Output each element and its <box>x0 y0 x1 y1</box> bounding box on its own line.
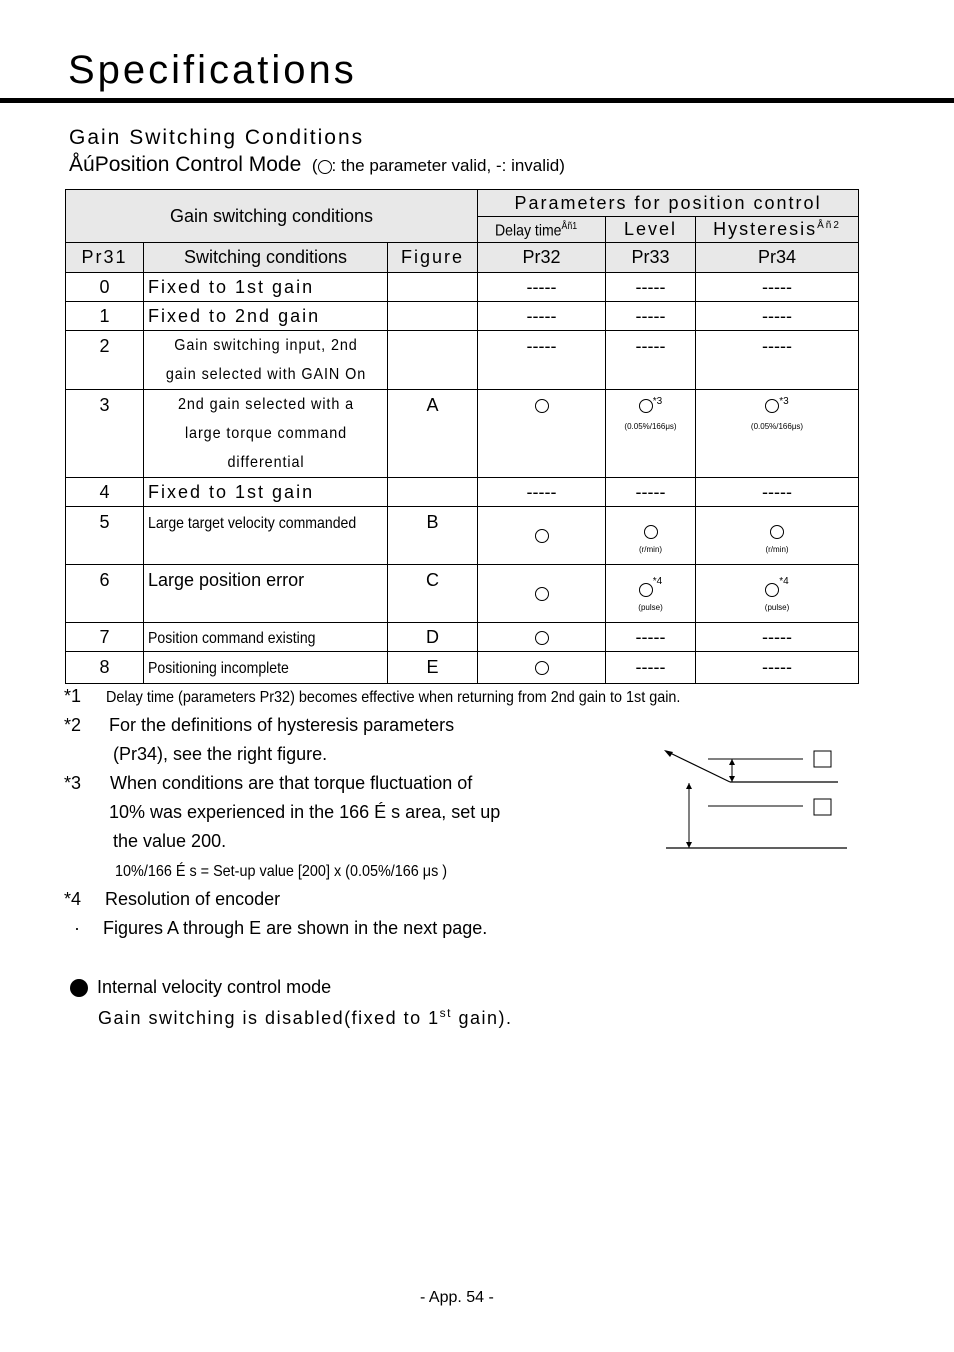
valid-circle-icon <box>318 160 332 174</box>
pr31-value: 8 <box>66 652 144 684</box>
table-row <box>66 390 859 478</box>
pr34-value: ----- <box>696 302 859 331</box>
group-right-header: Parameters for position control <box>478 190 859 217</box>
pr34-header: Pr34 <box>696 243 859 273</box>
figure-value: B <box>388 507 478 565</box>
table-row <box>66 565 859 623</box>
pr33-value: ----- <box>606 302 696 331</box>
pr32-value: ----- <box>478 478 606 507</box>
figure-value: E <box>388 652 478 684</box>
section-title: Gain Switching Conditions <box>69 126 365 149</box>
pr33-value: ----- <box>606 652 696 684</box>
pr31-value: 0 <box>66 273 144 302</box>
page-number: - App. 54 - <box>420 1289 494 1306</box>
table-row <box>66 623 859 652</box>
switching-conditions-header: Switching conditions <box>144 243 388 273</box>
footnote-3-line4: 10%/166 É s = Set-up value [200] x (0.05%/166 μs ) <box>115 863 448 880</box>
pr33-value: ----- <box>606 273 696 302</box>
pr31-value: 2 <box>66 331 144 390</box>
pr34-value: ----- <box>696 478 859 507</box>
pr33-header: Pr33 <box>606 243 696 273</box>
figure-value: C <box>388 565 478 623</box>
figure-value: D <box>388 623 478 652</box>
table-row <box>66 652 859 684</box>
condition-text: 2nd gain selected with a large torque command differential <box>177 396 354 471</box>
valid-circle-icon <box>535 587 549 601</box>
dot-mark: · <box>74 918 80 938</box>
title-rule <box>0 98 954 103</box>
footnote-2-mark: *2 <box>64 715 82 735</box>
figure-value <box>388 478 478 507</box>
hysteresis-diagram <box>660 745 852 853</box>
valid-circle-icon <box>770 525 784 539</box>
mode-note: ( : the parameter valid, -: invalid) <box>311 156 565 175</box>
pr31-value: 3 <box>66 390 144 478</box>
pr34-cell: $^{*4}$ (pulse) <box>696 565 859 623</box>
pr33-value: ----- <box>606 331 696 390</box>
pr34-value: ----- <box>696 273 859 302</box>
delay-time-header: Delay time$^{Åñ1}$ <box>478 217 606 243</box>
pr33-value: ----- <box>606 623 696 652</box>
figure-header: Figure <box>388 243 478 273</box>
pr32-value: ----- <box>478 302 606 331</box>
condition-text: Fixed to 1st gain <box>144 478 388 507</box>
group-left-header: Gain switching conditions <box>66 190 478 243</box>
pr31-value: 1 <box>66 302 144 331</box>
footnote-1: *1 Delay time (parameters Pr32) becomes effective when returning from 2nd gain to 1st gain. <box>64 686 681 706</box>
page-title: Specifications <box>68 48 357 92</box>
pr33-value: ----- <box>606 478 696 507</box>
pr33-cell: $^{*4}$ (pulse) <box>606 565 696 623</box>
pr32-value: ----- <box>478 331 606 390</box>
footnote-4-text: Resolution of encoder <box>105 889 281 909</box>
pr34-value: ----- <box>696 331 859 390</box>
pr31-value: 4 <box>66 478 144 507</box>
valid-circle-icon <box>644 525 658 539</box>
footnote-3-line3: the value 200. <box>113 831 227 851</box>
bullet-icon <box>70 979 88 997</box>
pr32-value: ----- <box>478 273 606 302</box>
table-row <box>66 507 859 565</box>
hysteresis-header: Hysteresis$^{Åñ2}$ <box>696 217 859 243</box>
figures-note: Figures A through E are shown in the next page. <box>103 918 488 938</box>
footnote-3-line2: 10% was experienced in the 166 É s area, set up <box>109 802 501 822</box>
pr34-cell: $^{*3}$ (0.05%/166μs) <box>696 390 859 478</box>
valid-circle-icon <box>765 399 779 413</box>
pr31-value: 7 <box>66 623 144 652</box>
footnote-3-line1: When conditions are that torque fluctuation of <box>110 773 473 793</box>
pr34-value: ----- <box>696 652 859 684</box>
valid-circle-icon <box>639 583 653 597</box>
figure-value <box>388 302 478 331</box>
table-row <box>66 273 859 302</box>
pr33-cell: $^{*3}$ (0.05%/166μs) <box>606 390 696 478</box>
pr31-value: 5 <box>66 507 144 565</box>
footnote-2-line2: (Pr34), see the right figure. <box>113 744 328 764</box>
table-row <box>66 331 859 390</box>
valid-circle-icon <box>639 399 653 413</box>
pr34-value: ----- <box>696 623 859 652</box>
mode-prefix: Åú <box>69 153 95 176</box>
valid-circle-icon <box>765 583 779 597</box>
mode-heading <box>69 153 565 177</box>
table-row <box>66 302 859 331</box>
mode-title: Position Control Mode <box>94 153 302 176</box>
pr34-cell: (r/min) <box>696 507 859 565</box>
condition-text: Large target velocity commanded <box>148 515 357 532</box>
pr32-header: Pr32 <box>478 243 606 273</box>
condition-text: Gain switching input, 2nd gain selected with GAIN On <box>165 337 366 383</box>
table-row <box>66 478 859 507</box>
condition-text: Positioning incomplete <box>148 660 289 677</box>
figure-value <box>388 273 478 302</box>
figure-value: A <box>388 390 478 478</box>
footnote-3-mark: *3 <box>64 773 82 793</box>
footnote-2-line1: For the definitions of hysteresis parameters <box>109 715 455 735</box>
condition-text: Position command existing <box>148 629 316 647</box>
pr31-value: 6 <box>66 565 144 623</box>
footnote-4-mark: *4 <box>64 889 82 909</box>
pr31-header: Pr31 <box>66 243 144 273</box>
level-header: Level <box>606 217 696 243</box>
velocity-mode-title: Internal velocity control mode <box>97 977 332 997</box>
valid-circle-icon <box>535 661 549 675</box>
condition-text: Fixed to 1st gain <box>144 273 388 302</box>
figure-value <box>388 331 478 390</box>
condition-text: Fixed to 2nd gain <box>144 302 388 331</box>
condition-text: Large position error <box>144 565 388 623</box>
valid-circle-icon <box>535 529 549 543</box>
valid-circle-icon <box>535 631 549 645</box>
valid-circle-icon <box>535 399 549 413</box>
gain-switching-table <box>65 189 859 684</box>
pr33-cell: (r/min) <box>606 507 696 565</box>
velocity-mode-text: Gain switching is disabled(fixed to 1st gain). <box>98 1006 513 1028</box>
